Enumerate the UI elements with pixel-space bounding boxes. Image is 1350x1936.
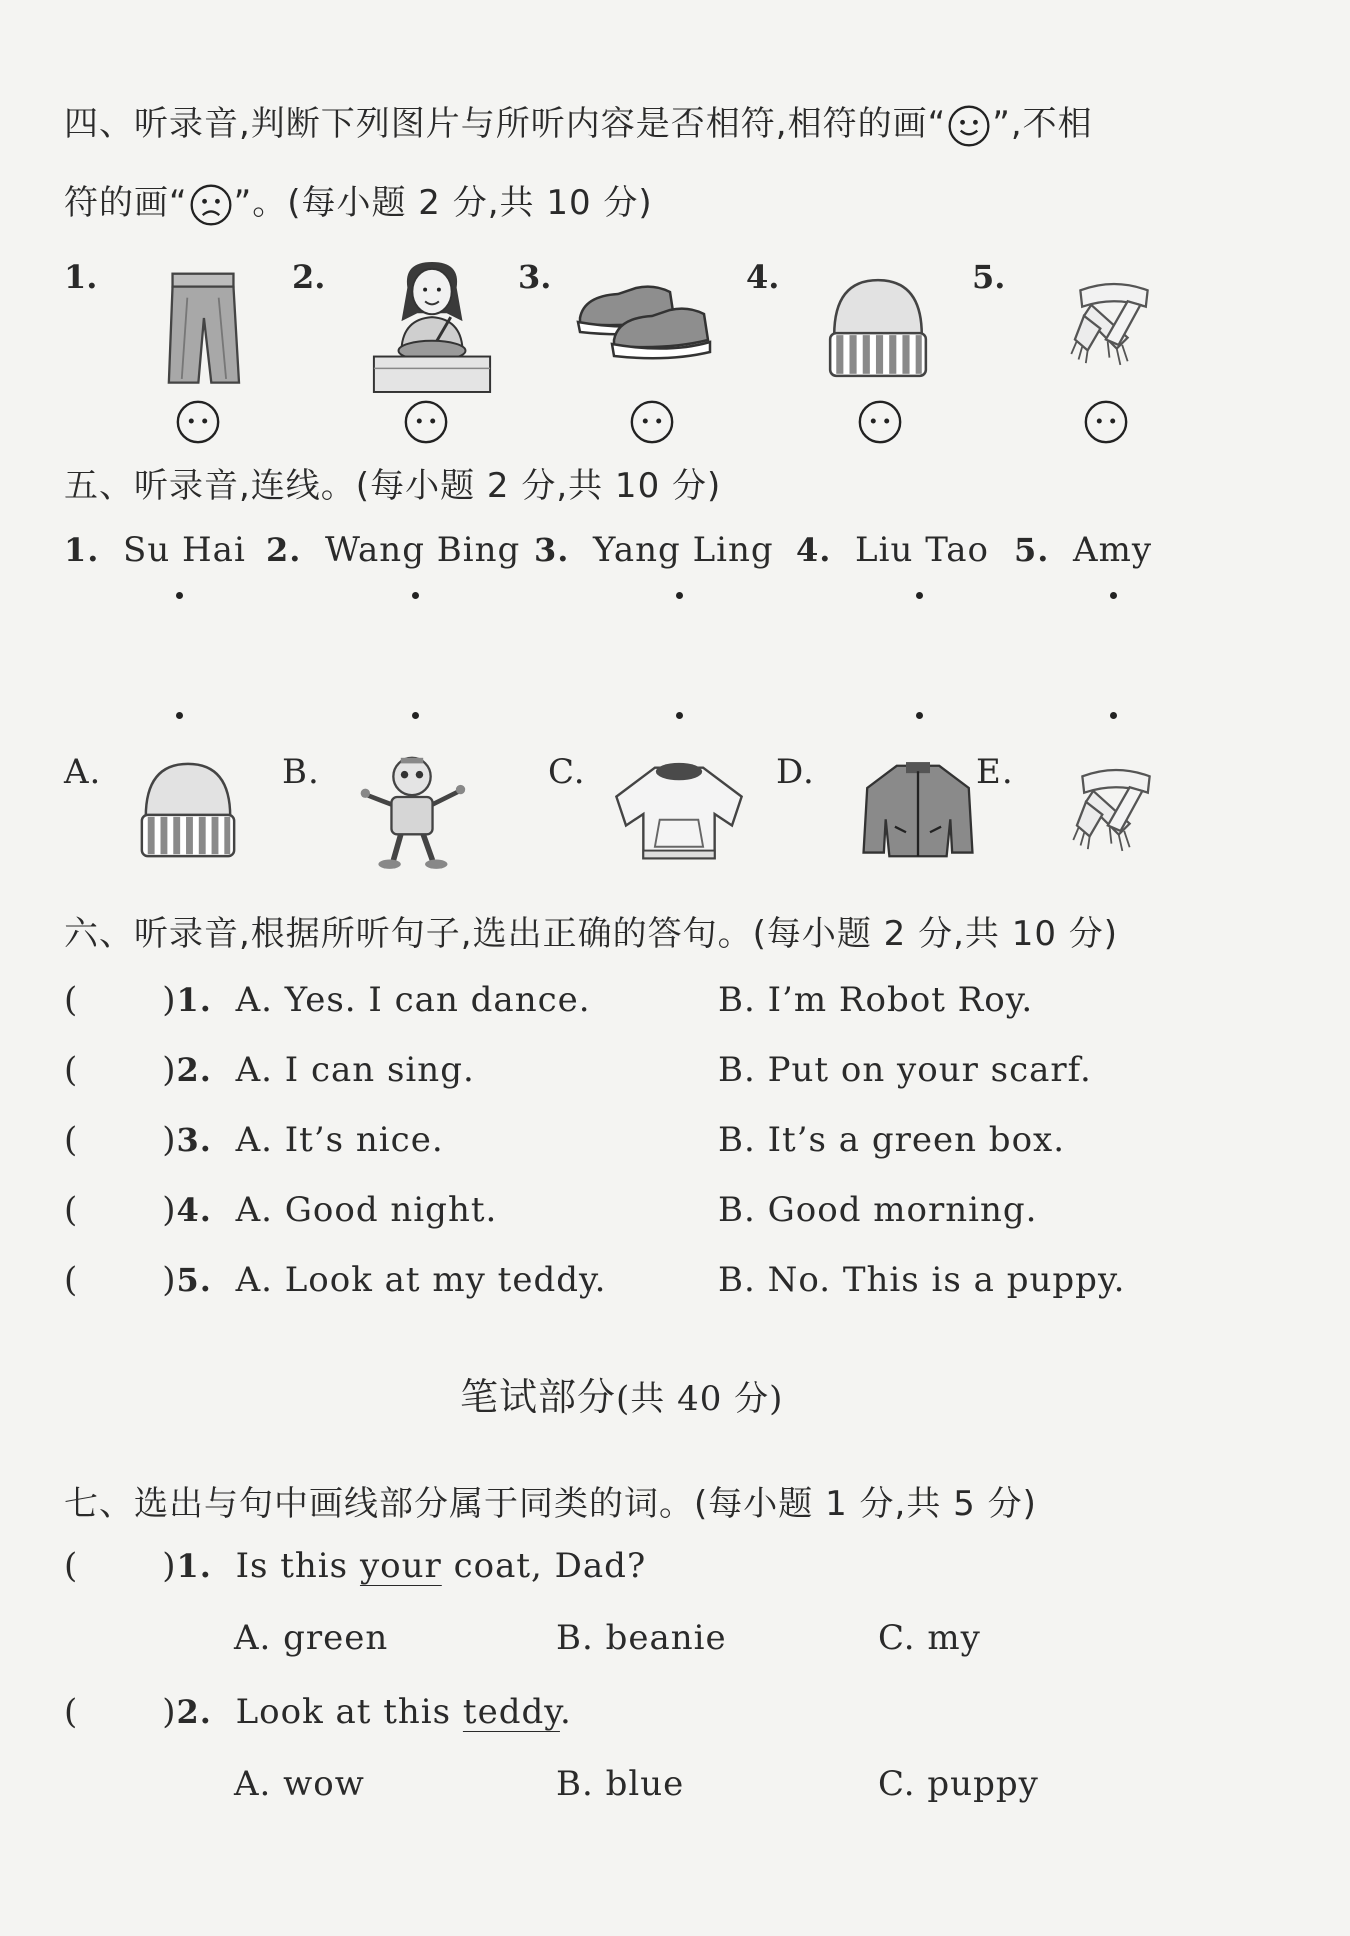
question-row: ( )3. A. It’s nice. [64,1120,444,1160]
beanie-icon [822,272,934,384]
question-row: ( )2. Look at this teddy. [64,1692,572,1732]
question-row: ( )1. A. Yes. I can dance. [64,980,591,1020]
connect-dot[interactable] [1110,712,1117,719]
sweater-icon [606,760,752,866]
name-item: 4. Liu Tao [796,530,989,570]
robot-icon [356,750,468,872]
scarf-icon [1064,274,1164,374]
answer-face-icon[interactable] [628,398,676,446]
item-number: 2. [292,258,326,296]
picture-letter: E. [976,752,1014,792]
written-part-heading: 笔试部分(共 40 分) [460,1375,784,1419]
sad-face-icon [188,182,234,228]
question-row: ( )1. Is this your coat, Dad? [64,1546,647,1586]
answer-bracket[interactable]: ( ) [64,980,177,1020]
item-number: 3. [518,258,552,296]
picture-letter: A. [64,752,102,792]
picture-letter: B. [282,752,320,792]
answer-face-icon[interactable] [174,398,222,446]
connect-dot[interactable] [176,592,183,599]
section7-title: 七、选出与句中画线部分属于同类的词。(每小题 1 分,共 5 分) [64,1484,1037,1524]
answer-bracket[interactable]: ( ) [64,1692,177,1732]
name-item: 3. Yang Ling [534,530,774,570]
smile-face-icon [946,103,992,149]
name-item: 1. Su Hai [64,530,246,570]
option-c: C. puppy [878,1764,1039,1804]
answer-bracket[interactable]: ( ) [64,1260,177,1300]
option-b: B. blue [556,1764,685,1804]
connect-dot[interactable] [176,712,183,719]
name-item: 5. Amy [1014,530,1153,570]
shoes-icon [574,274,734,384]
scarf-icon [1066,760,1166,860]
question-row: ( )2. A. I can sing. [64,1050,475,1090]
section4-title-line2: 符的画“ ”。(每小题 2 分,共 10 分) [64,175,653,228]
answer-face-icon[interactable] [856,398,904,446]
connect-dot[interactable] [916,712,923,719]
picture-letter: C. [548,752,586,792]
connect-dot[interactable] [676,712,683,719]
question-row: ( )5. A. Look at my teddy. [64,1260,607,1300]
option-c: C. my [878,1618,981,1658]
jacket-icon [858,756,978,866]
answer-bracket[interactable]: ( ) [64,1120,177,1160]
answer-bracket[interactable]: ( ) [64,1190,177,1230]
beanie-icon [134,756,242,864]
trousers-icon [148,270,258,390]
option-b: B. It’s a green box. [718,1120,1066,1160]
picture-letter: D. [776,752,815,792]
option-b: B. I’m Robot Roy. [718,980,1034,1020]
item-number: 1. [64,258,98,296]
name-item: 2. Wang Bing [266,530,521,570]
connect-dot[interactable] [676,592,683,599]
option-b: B. No. This is a puppy. [718,1260,1126,1300]
girl-cooking-icon [368,258,496,396]
item-number: 4. [746,258,780,296]
option-b: B. Good morning. [718,1190,1038,1230]
option-b: B. beanie [556,1618,727,1658]
answer-face-icon[interactable] [402,398,450,446]
connect-dot[interactable] [916,592,923,599]
option-b: B. Put on your scarf. [718,1050,1092,1090]
item-number: 5. [972,258,1006,296]
question-row: ( )4. A. Good night. [64,1190,498,1230]
answer-face-icon[interactable] [1082,398,1130,446]
answer-bracket[interactable]: ( ) [64,1050,177,1090]
option-a: A. green [234,1618,389,1658]
connect-dot[interactable] [412,592,419,599]
section6-title: 六、听录音,根据所听句子,选出正确的答句。(每小题 2 分,共 10 分) [64,914,1119,954]
option-a: A. wow [234,1764,365,1804]
connect-dot[interactable] [412,712,419,719]
section4-title: 四、听录音,判断下列图片与所听内容是否相符,相符的画“ ”,不相 [64,96,1093,149]
connect-dot[interactable] [1110,592,1117,599]
section5-title: 五、听录音,连线。(每小题 2 分,共 10 分) [64,466,722,506]
answer-bracket[interactable]: ( ) [64,1546,177,1586]
